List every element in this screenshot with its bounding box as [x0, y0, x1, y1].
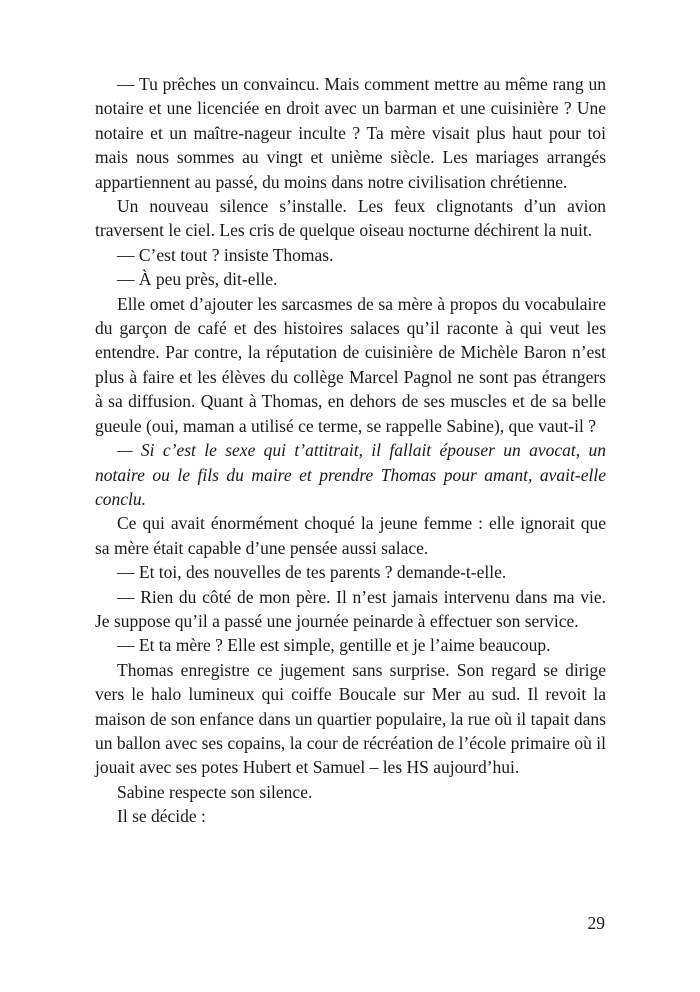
paragraph: — Et ta mère ? Elle est simple, gentille et je l’aime beaucoup. — [117, 635, 551, 656]
paragraph: Elle omet d’ajouter les sarcasmes de sa mère à propos du vocabulaire du garçon de café et des histoires salaces qu’il raconte à qui veut les entendre. Par contre, la réputation de cuisinière de Michèle Baron n’est plus à faire et les élèves du collège Marcel Pagnol ne sont pas étrangers à sa diffusion. Quant à Thomas, en dehors de ses muscles et de sa belle gueule (oui, maman a utilisé ce terme, se rappelle Sabine), que vaut-il ? — [95, 293, 606, 436]
italic-paragraph: — Si c’est le sexe qui t’attitrait, il fallait épouser un avocat, un notaire ou le fils du maire et prendre Thomas pour amant, avait-elle conclu. — [95, 440, 606, 509]
page-number: 29 — [587, 913, 605, 933]
body-text — [95, 72, 606, 829]
paragraph: Sabine respecte son silence. — [117, 781, 313, 802]
paragraph: Un nouveau silence s’installe. Les feux clignotants d’un avion traversent le ciel. Les cris de quelque oiseau nocturne déchirent la nuit. — [95, 196, 606, 241]
paragraph: Il se décide : — [117, 806, 206, 827]
paragraph: — Rien du côté de mon père. Il n’est jamais intervenu dans ma vie. Je suppose qu’il a passé une journée peinarde à effectuer son service. — [95, 586, 606, 631]
paragraph: Thomas enregistre ce jugement sans surprise. Son regard se dirige vers le halo lumineux qui coiffe Boucale sur Mer au sud. Il revoit la maison de son enfance dans un quartier populaire, la rue où il tapait dans un ballon avec ses copains, la cour de récréation de l’école primaire où il jouait avec ses potes Hubert et Samuel – les HS aujourd’hui. — [95, 659, 606, 778]
paragraph: Ce qui avait énormément choqué la jeune femme : elle ignorait que sa mère était capable d’une pensée aussi salace. — [95, 513, 606, 558]
paragraph: — C’est tout ? insiste Thomas. — [117, 244, 334, 265]
paragraph: — Et toi, des nouvelles de tes parents ? demande-t-elle. — [117, 562, 507, 583]
paragraph: — À peu près, dit-elle. — [117, 269, 278, 290]
paragraph: — Tu prêches un convaincu. Mais comment mettre au même rang un notaire et une licenciée en droit avec un barman et une cuisinière ? Une notaire et un maître-nageur inculte ? Ta mère visait plus haut pour toi mais nous sommes au vingt et unième siècle. Les mariages arrangés appartiennent au passé, du moins dans notre civilisation chrétienne. — [95, 74, 606, 192]
